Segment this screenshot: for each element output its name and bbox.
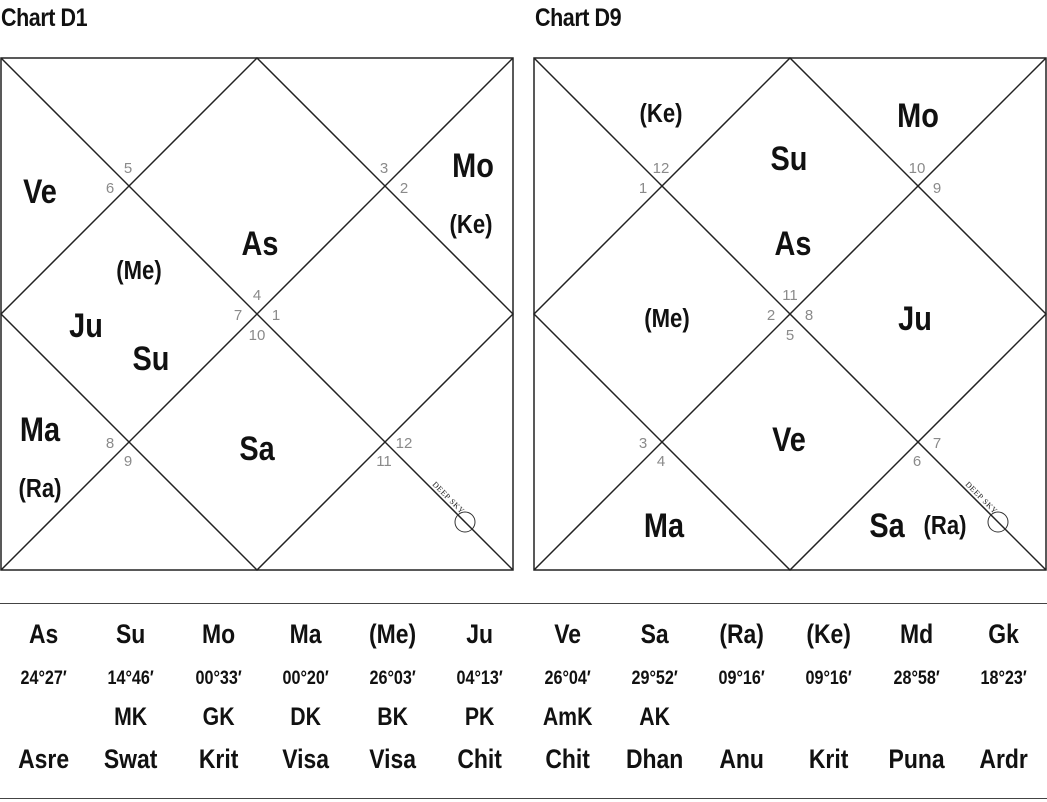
planet-degrees-row xyxy=(0,668,1047,708)
nakshatra-cell: Puna xyxy=(888,744,945,774)
planet-label: Sa xyxy=(239,428,275,468)
planet-degree-cell: 09°16′ xyxy=(718,668,765,689)
planet-label: Su xyxy=(770,138,808,178)
house-number: 3 xyxy=(379,160,389,177)
house-number: 7 xyxy=(233,307,243,324)
planet-degree-cell: 28°58′ xyxy=(892,668,940,689)
planet-label: Ve xyxy=(772,419,806,459)
planet-degree-cell: 00°33′ xyxy=(194,668,242,689)
planet-name-cell: Ve xyxy=(553,619,581,649)
nakshatra-cell: Dhan xyxy=(625,744,684,774)
planet-label: Ju xyxy=(898,298,932,338)
planet-degree-cell: 04°13′ xyxy=(456,668,503,689)
planet-degree-cell: 26°03′ xyxy=(369,668,416,689)
planet-name-cell: Gk xyxy=(988,619,1019,649)
house-number: 6 xyxy=(912,453,922,470)
chart-d1-title: Chart D1 xyxy=(1,4,88,32)
planet-name-cell: (Ra) xyxy=(719,619,764,649)
nakshatra-cell: Visa xyxy=(369,744,417,774)
nakshatra-cell: Visa xyxy=(281,744,329,774)
planet-label: Ve xyxy=(23,171,57,211)
house-number: 9 xyxy=(932,180,942,197)
planet-label: Ma xyxy=(19,409,61,449)
nakshatra-cell: Asre xyxy=(18,744,70,774)
house-number: 11 xyxy=(782,287,798,304)
planet-name-cell: (Ke) xyxy=(806,619,852,649)
house-number: 6 xyxy=(105,180,115,197)
planet-label: As xyxy=(774,223,812,263)
karaka-role-cell: AK xyxy=(639,703,670,731)
planet-label: Su xyxy=(132,338,170,378)
house-number: 4 xyxy=(252,287,262,304)
planet-name-cell: Ma xyxy=(289,619,322,649)
nakshatra-cell: Anu xyxy=(719,744,764,774)
table-bottom-rule xyxy=(0,798,1047,799)
watermark-text: DEEP SKY xyxy=(963,479,1000,516)
house-number: 2 xyxy=(399,180,409,197)
nakshatra-cell: Swat xyxy=(104,744,158,774)
house-number: 11 xyxy=(376,453,392,470)
house-number: 12 xyxy=(395,435,413,452)
house-number: 1 xyxy=(271,307,281,324)
house-number: 5 xyxy=(785,327,795,344)
planet-name-cell: As xyxy=(28,619,59,649)
house-number: 4 xyxy=(656,453,666,470)
planet-degree-cell: 24°27′ xyxy=(20,668,67,689)
house-number: 1 xyxy=(638,180,648,197)
planet-name-cell: Md xyxy=(899,619,933,649)
house-number: 2 xyxy=(766,307,776,324)
nakshatra-cell: Chit xyxy=(457,744,503,774)
planet-name-cell: Mo xyxy=(201,619,235,649)
chart-d9-grid xyxy=(534,58,1046,570)
house-number: 10 xyxy=(908,160,926,177)
planet-label: Mo xyxy=(897,95,939,135)
nakshatra-cell: Chit xyxy=(544,744,590,774)
karaka-role-cell: DK xyxy=(290,703,321,731)
karaka-role-cell: BK xyxy=(377,703,408,731)
planet-label: Sa xyxy=(869,505,905,545)
planet-degree-cell: 00°20′ xyxy=(282,668,329,689)
planet-label: (Me) xyxy=(116,256,162,286)
house-number: 7 xyxy=(932,435,942,452)
house-number: 8 xyxy=(105,435,115,452)
chart-d1-diagram xyxy=(0,57,514,571)
chart-d9-diagram xyxy=(533,57,1047,571)
watermark-text: DEEP SKY xyxy=(430,479,467,516)
table-top-rule xyxy=(0,603,1047,604)
planet-names-row xyxy=(0,619,1047,659)
house-number: 8 xyxy=(804,307,814,324)
planet-name-cell: (Me) xyxy=(369,619,417,649)
house-number: 5 xyxy=(123,160,133,177)
house-number: 3 xyxy=(638,435,648,452)
planet-degree-cell: 14°46′ xyxy=(107,668,154,689)
chart-d9-title: Chart D9 xyxy=(535,4,622,32)
planet-name-cell: Ju xyxy=(466,619,494,649)
planet-label: Ma xyxy=(643,505,685,545)
house-number: 10 xyxy=(248,327,266,344)
planet-label: As xyxy=(241,223,279,263)
planet-label: Mo xyxy=(452,145,494,185)
planet-degree-cell: 18°23′ xyxy=(980,668,1027,689)
karaka-roles-row xyxy=(0,703,1047,743)
planet-label: (Ke) xyxy=(449,210,493,240)
planet-degree-cell: 09°16′ xyxy=(805,668,852,689)
planet-degree-cell: 29°52′ xyxy=(631,668,678,689)
karaka-role-cell: GK xyxy=(202,703,235,731)
planet-label: (Ra) xyxy=(18,474,62,504)
planet-label: Ju xyxy=(69,305,103,345)
nakshatra-cell: Krit xyxy=(198,744,238,774)
karaka-role-cell: MK xyxy=(114,703,148,731)
nakshatra-row xyxy=(0,744,1047,784)
planet-label: (Ke) xyxy=(639,99,683,129)
planet-name-cell: Su xyxy=(116,619,146,649)
planet-name-cell: Sa xyxy=(640,619,669,649)
planet-degree-cell: 26°04′ xyxy=(543,668,591,689)
house-number: 12 xyxy=(652,160,670,177)
planet-label: (Me) xyxy=(644,304,690,334)
karaka-role-cell: PK xyxy=(465,703,495,731)
nakshatra-cell: Ardr xyxy=(979,744,1028,774)
house-number: 9 xyxy=(123,453,133,470)
nakshatra-cell: Krit xyxy=(809,744,849,774)
planet-label: (Ra) xyxy=(923,511,967,541)
chart-d1-planets xyxy=(19,146,494,504)
karaka-role-cell: AmK xyxy=(542,703,592,731)
